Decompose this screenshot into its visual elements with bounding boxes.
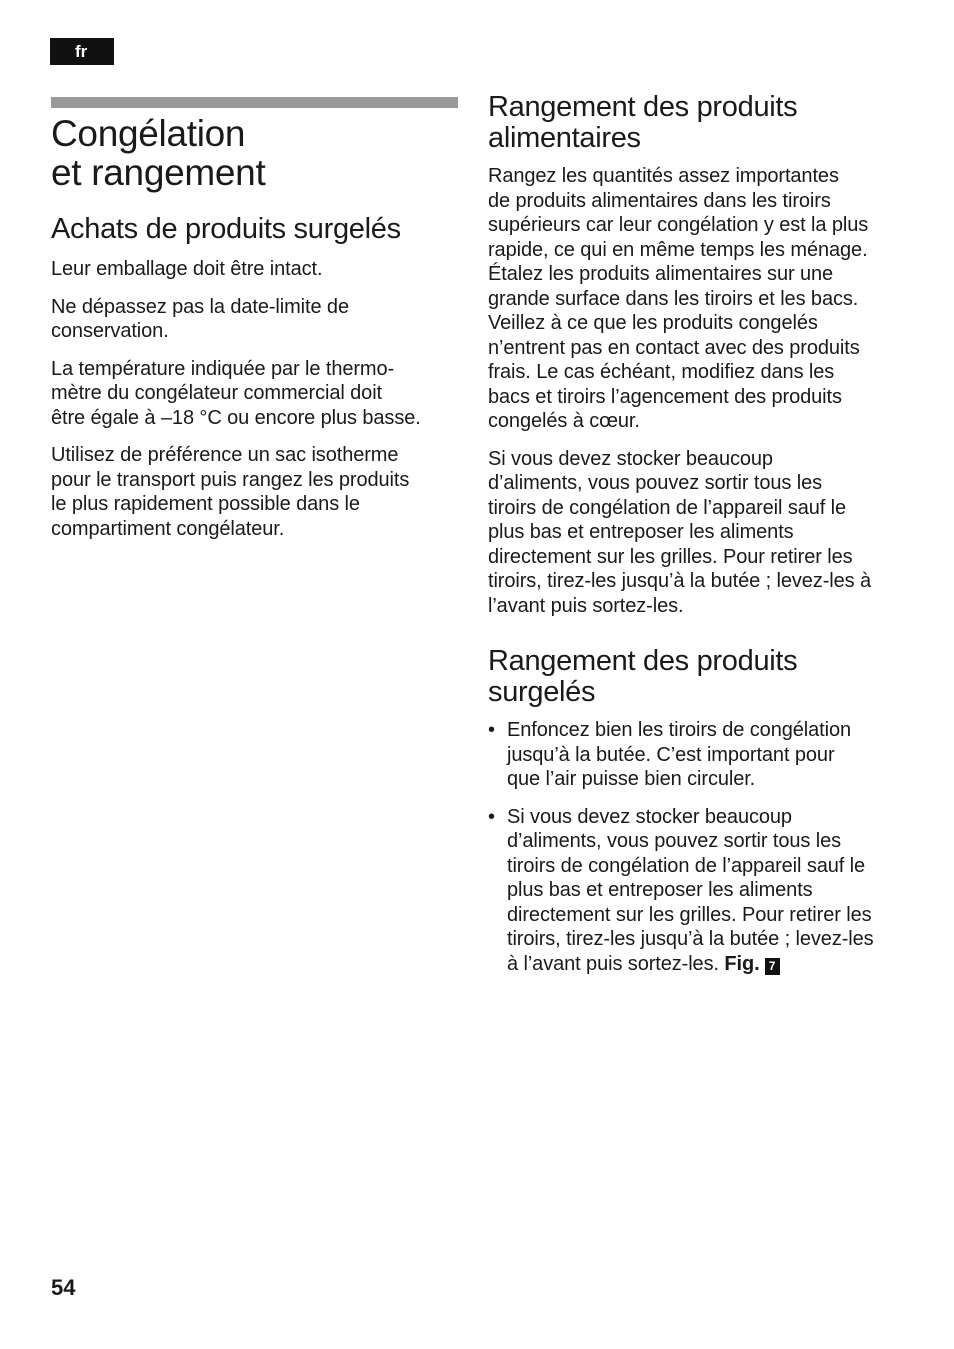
page-number: 54 — [51, 1275, 76, 1300]
text-line: Enfoncez bien les tiroirs de congélation — [507, 719, 851, 741]
text-line: La température indiquée par le thermo- — [51, 357, 395, 380]
paragraph — [51, 357, 461, 431]
text-segment: à l’avant puis sortez-les. — [507, 952, 719, 975]
text-line: que l’air puisse bien circuler. — [507, 768, 756, 790]
text-line: Rangez les quantités assez importantes — [488, 165, 839, 187]
heading-line: Rangement des produits — [488, 645, 798, 677]
text-line: Si vous devez stocker beaucoup — [488, 447, 773, 470]
page-title-line: et rangement — [51, 152, 266, 193]
section-heading-rangement-surgeles — [488, 646, 918, 708]
section-heading-achats: Achats de produits surgelés — [51, 213, 401, 245]
text-line: plus bas et entreposer les aliments — [488, 521, 794, 543]
figure-number-badge: 7 — [765, 958, 780, 975]
title-rule — [51, 97, 458, 108]
paragraph — [51, 257, 461, 282]
left-column — [51, 214, 461, 554]
bullet-icon: • — [488, 805, 495, 828]
text-line: Leur emballage doit être intact. — [51, 258, 323, 280]
text-line: de produits alimentaires dans les tiroirs — [488, 189, 831, 212]
text-line: être égale à –18 °C ou encore plus basse. — [51, 406, 421, 429]
text-line: directement sur les grilles. Pour retirer les — [488, 545, 853, 568]
list-item — [488, 718, 918, 792]
heading-line: alimentaires — [488, 122, 641, 154]
text-line — [507, 952, 918, 977]
text-line: rapide, ce qui en même temps les ménage. — [488, 238, 868, 261]
heading-line: surgelés — [488, 676, 596, 708]
text-line: congelés à cœur. — [488, 410, 640, 432]
bullet-list — [488, 718, 918, 976]
text-line: Ne dépassez pas la date-limite de — [51, 295, 349, 318]
text-line: le plus rapidement possible dans le — [51, 493, 360, 515]
text-line: pour le transport puis rangez les produits — [51, 468, 410, 491]
section-heading-rangement-alimentaires — [488, 92, 918, 154]
text-line: d’aliments, vous pouvez sortir tous les — [507, 830, 842, 852]
text-line: Utilisez de préférence un sac isotherme — [51, 444, 399, 466]
text-line: supérieurs car leur congélation y est la plus — [488, 214, 869, 236]
text-line: frais. Le cas échéant, modifiez dans les — [488, 361, 835, 383]
paragraph — [51, 295, 461, 344]
paragraph — [51, 443, 461, 541]
text-line: tiroirs de congélation de l’appareil sauf le — [488, 496, 847, 519]
bullet-icon: • — [488, 719, 495, 741]
language-tag: fr — [50, 38, 114, 65]
list-item — [488, 805, 918, 977]
text-line: compartiment congélateur. — [51, 517, 285, 540]
paragraph — [488, 447, 918, 619]
text-line: jusqu’à la butée. C’est important pour — [507, 743, 835, 766]
text-line: l’avant puis sortez-les. — [488, 594, 684, 617]
heading-line: Rangement des produits — [488, 91, 798, 123]
text-line: tiroirs, tirez-les jusqu’à la butée ; levez-les — [507, 928, 874, 950]
text-line: n’entrent pas en contact avec des produits — [488, 336, 860, 359]
text-line: tiroirs de congélation de l’appareil sauf le — [507, 854, 866, 877]
text-line: grande surface dans les tiroirs et les bacs. — [488, 287, 859, 310]
text-line: plus bas et entreposer les aliments — [507, 879, 813, 901]
page-title — [51, 114, 461, 192]
text-line: tiroirs, tirez-les jusqu’à la butée ; levez-les à — [488, 570, 872, 592]
right-column — [488, 92, 918, 989]
figure-reference: Fig. — [724, 952, 760, 975]
text-line: Étalez les produits alimentaires sur une — [488, 263, 834, 285]
page-title-line: Congélation — [51, 113, 246, 154]
text-line: d’aliments, vous pouvez sortir tous les — [488, 472, 823, 494]
text-line: bacs et tiroirs l’agencement des produits — [488, 385, 842, 408]
text-line: Si vous devez stocker beaucoup — [507, 805, 792, 828]
paragraph — [488, 164, 918, 434]
text-line: conservation. — [51, 320, 169, 342]
text-line: directement sur les grilles. Pour retirer les — [507, 903, 872, 926]
text-line: mètre du congélateur commercial doit — [51, 382, 382, 404]
text-line: Veillez à ce que les produits congelés — [488, 312, 818, 334]
